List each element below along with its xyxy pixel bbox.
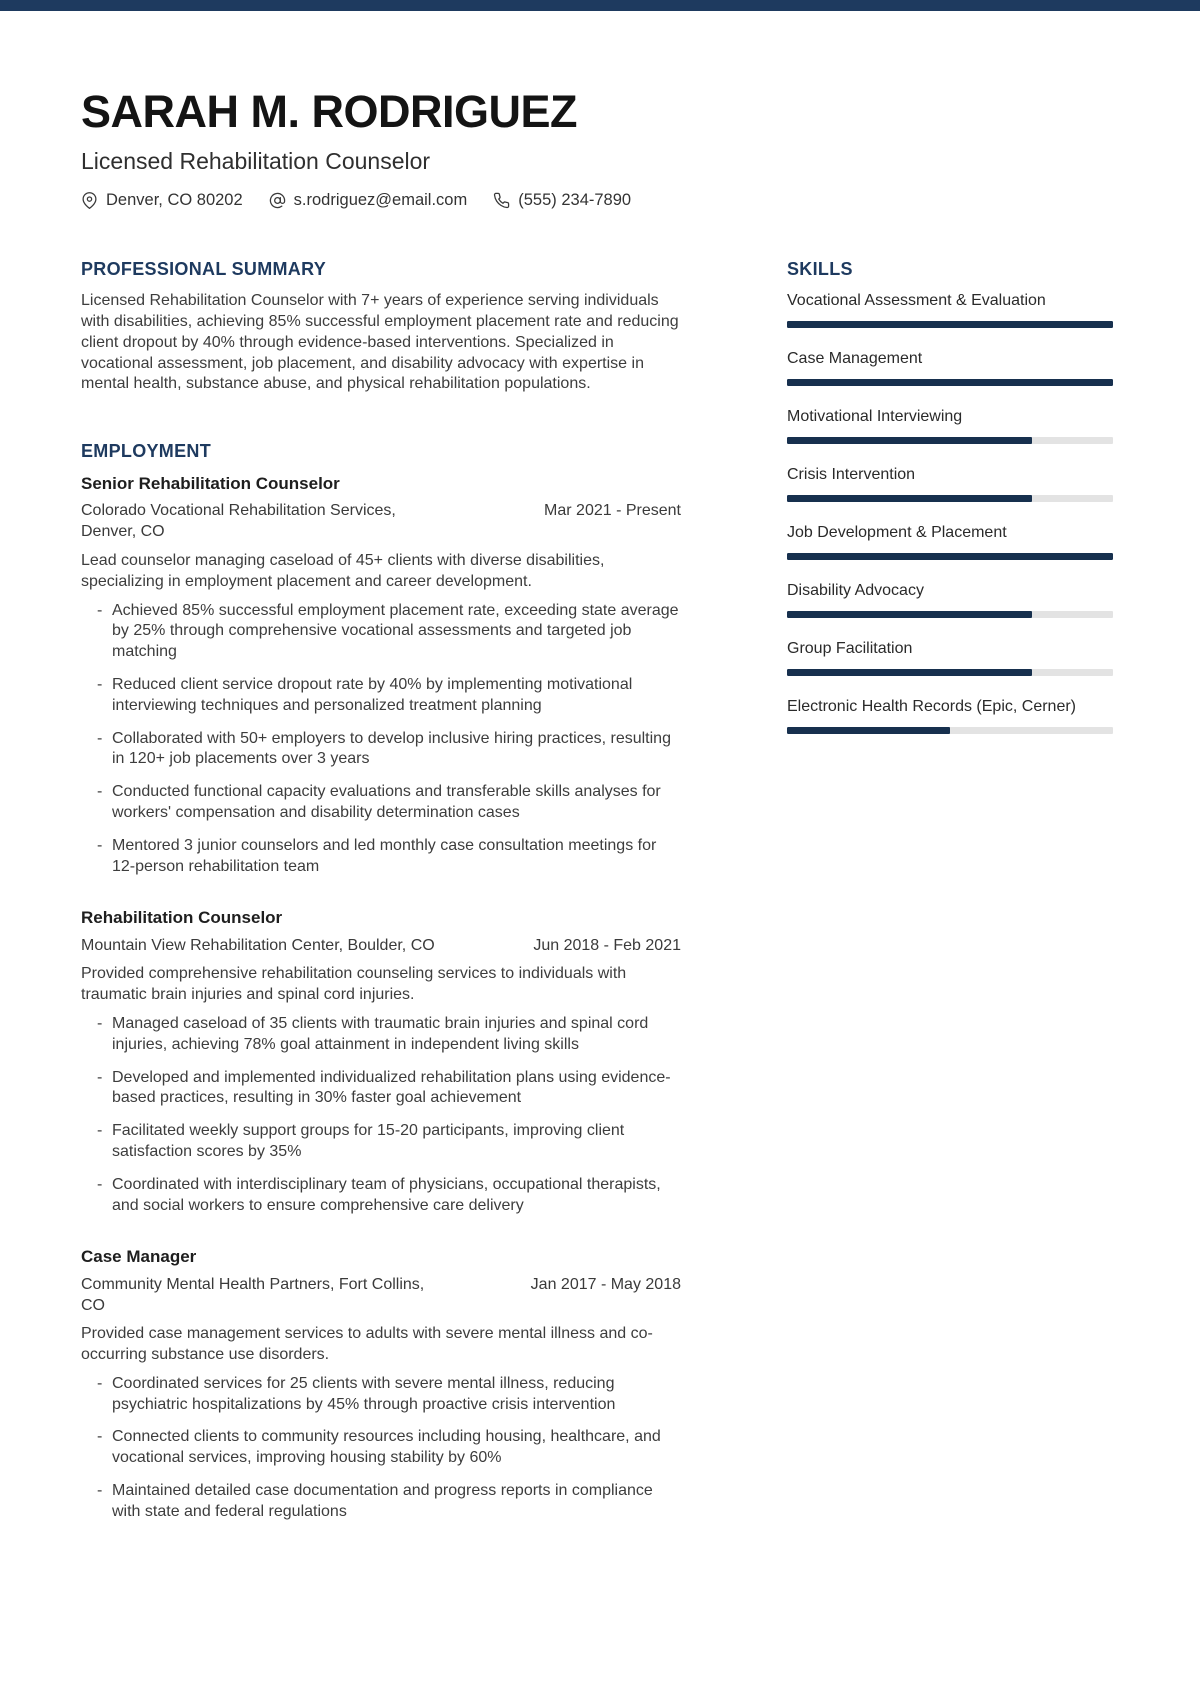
resume-page [0,11,1200,1583]
job-summary: Provided comprehensive rehabilitation counseling services to individuals with traumatic brain injuries and spinal cord injuries. [81,965,627,1004]
bullet-item: - Conducted functional capacity evaluations and transferable skills analyses for workers' compensation and disability determination cases [97,782,681,824]
job-summary: Lead counselor managing caseload of 45+ clients with diverse disabilities, specializing in employment placement and career development. [81,552,605,590]
skills-section [787,259,1113,734]
skill-bar-fill [787,727,950,734]
skill-label: Job Development & Placement [787,524,1007,542]
skill-label: Motivational Interviewing [787,408,963,426]
job-entry [81,1246,681,1522]
person-name: SARAH M. RODRIGUEZ [81,86,577,137]
contact-location [81,191,243,210]
job-dates: Jun 2018 - Feb 2021 [533,936,681,954]
skill-bar-fill [787,611,1032,618]
skill-label: Disability Advocacy [787,582,924,600]
job-meta [81,936,681,957]
sidebar-column [787,259,1113,1522]
contact-email [269,191,468,210]
skill-item [787,581,1113,618]
skill-bar-track [787,321,1113,328]
bullet-item: - Coordinated services for 25 clients with severe mental illness, reducing psychiatric hospitalizations by 45% through proactive crisis intervention [97,1374,681,1416]
job-meta [81,501,681,543]
job-title: Senior Rehabilitation Counselor [81,474,340,494]
skill-item [787,349,1113,386]
skill-bar-track [787,553,1113,560]
contact-phone-text: (555) 234-7890 [518,191,632,210]
summary-section [81,259,681,395]
bullet-item: - Facilitated weekly support groups for 15-20 participants, improving client satisfaction scores by 35% [97,1121,681,1163]
resume-header [81,11,1113,210]
job-entry [81,907,681,1216]
job-summary: Provided case management services to adults with severe mental illness and co-occurring substance use disorders. [81,1325,653,1364]
contact-email-text: s.rodriguez@email.com [293,191,468,210]
skill-bar-fill [787,379,1113,386]
summary-heading: PROFESSIONAL SUMMARY [81,259,327,280]
bullet-item: - Reduced client service dropout rate by 40% by implementing motivational interviewing techniques and personalized treatment planning [97,675,681,717]
bullet-item: - Connected clients to community resources including housing, healthcare, and vocational services, improving housing stability by 60% [97,1427,681,1469]
skill-bar-track [787,437,1113,444]
bullet-item: - Collaborated with 50+ employers to develop inclusive hiring practices, resulting in 120+ job placements over 3 years [97,729,681,771]
skill-label: Case Management [787,350,923,368]
skill-bar-fill [787,437,1032,444]
skill-item [787,291,1113,328]
skill-item [787,697,1113,734]
skill-item [787,639,1113,676]
contact-location-text: Denver, CO 80202 [106,191,243,210]
skill-bar-track [787,727,1113,734]
skill-item [787,465,1113,502]
bullet-item: - Mentored 3 junior counselors and led monthly case consultation meetings for 12-person rehabilitation team [97,836,681,878]
bullet-item: - Coordinated with interdisciplinary team of physicians, occupational therapists, and social workers to ensure comprehensive care delivery [97,1175,681,1217]
bullet-item: - Achieved 85% successful employment placement rate, exceeding state average by 25% through comprehensive vocational assessments and targeted job matching [97,601,681,663]
job-bullet-list [97,1374,681,1523]
skill-label: Crisis Intervention [787,466,916,484]
bullet-item: - Maintained detailed case documentation and progress reports in compliance with state and federal regulations [97,1481,681,1523]
at-sign-icon [269,192,286,209]
phone-icon [493,192,510,209]
skill-bar-track [787,495,1113,502]
job-company: Colorado Vocational Rehabilitation Services, Denver, CO [81,502,396,541]
person-title: Licensed Rehabilitation Counselor [81,148,431,175]
summary-text: Licensed Rehabilitation Counselor with 7+ years of experience serving individuals with disabilities, achieving 85% successful employment placement rate and reducing client dropout by 40% through evidence-based interventions. Specialized in vocational assessment, job placement, and disability advocacy with expertise in mental health, substance abuse, and physical rehabilitation populations. [81,292,679,393]
job-company: Community Mental Health Partners, Fort Collins, CO [81,1275,425,1314]
bullet-item: - Managed caseload of 35 clients with traumatic brain injuries and spinal cord injuries, achieving 78% goal attainment in independent living skills [97,1014,681,1056]
skill-bar-fill [787,321,1113,328]
job-bullet-list [97,1014,681,1216]
employment-section [81,441,681,1522]
skill-label: Electronic Health Records (Epic, Cerner) [787,698,1076,716]
skill-bar-track [787,669,1113,676]
job-company: Mountain View Rehabilitation Center, Boulder, CO [81,936,435,954]
skill-item [787,523,1113,560]
bullet-item: - Developed and implemented individualized rehabilitation plans using evidence-based practices, resulting in 30% faster goal achievement [97,1068,681,1110]
job-title: Rehabilitation Counselor [81,908,283,928]
skill-label: Group Facilitation [787,640,913,658]
skill-bar-fill [787,553,1113,560]
job-dates: Jan 2017 - May 2018 [530,1275,681,1293]
job-entry [81,473,681,877]
job-meta [81,1275,681,1317]
content-columns [81,259,1113,1522]
skill-bar-fill [787,495,1032,502]
map-pin-icon [81,192,98,209]
skill-item [787,407,1113,444]
job-dates: Mar 2021 - Present [544,502,681,520]
contact-row [81,191,1113,210]
main-column [81,259,681,1522]
contact-phone [493,191,631,210]
employment-heading: EMPLOYMENT [81,441,212,462]
skill-bar-track [787,379,1113,386]
skill-bar-fill [787,669,1032,676]
skill-label: Vocational Assessment & Evaluation [787,292,1046,310]
top-accent-bar [0,0,1200,11]
skill-bar-track [787,611,1113,618]
job-bullet-list [97,601,681,878]
skills-heading: SKILLS [787,259,853,280]
job-title: Case Manager [81,1247,197,1267]
